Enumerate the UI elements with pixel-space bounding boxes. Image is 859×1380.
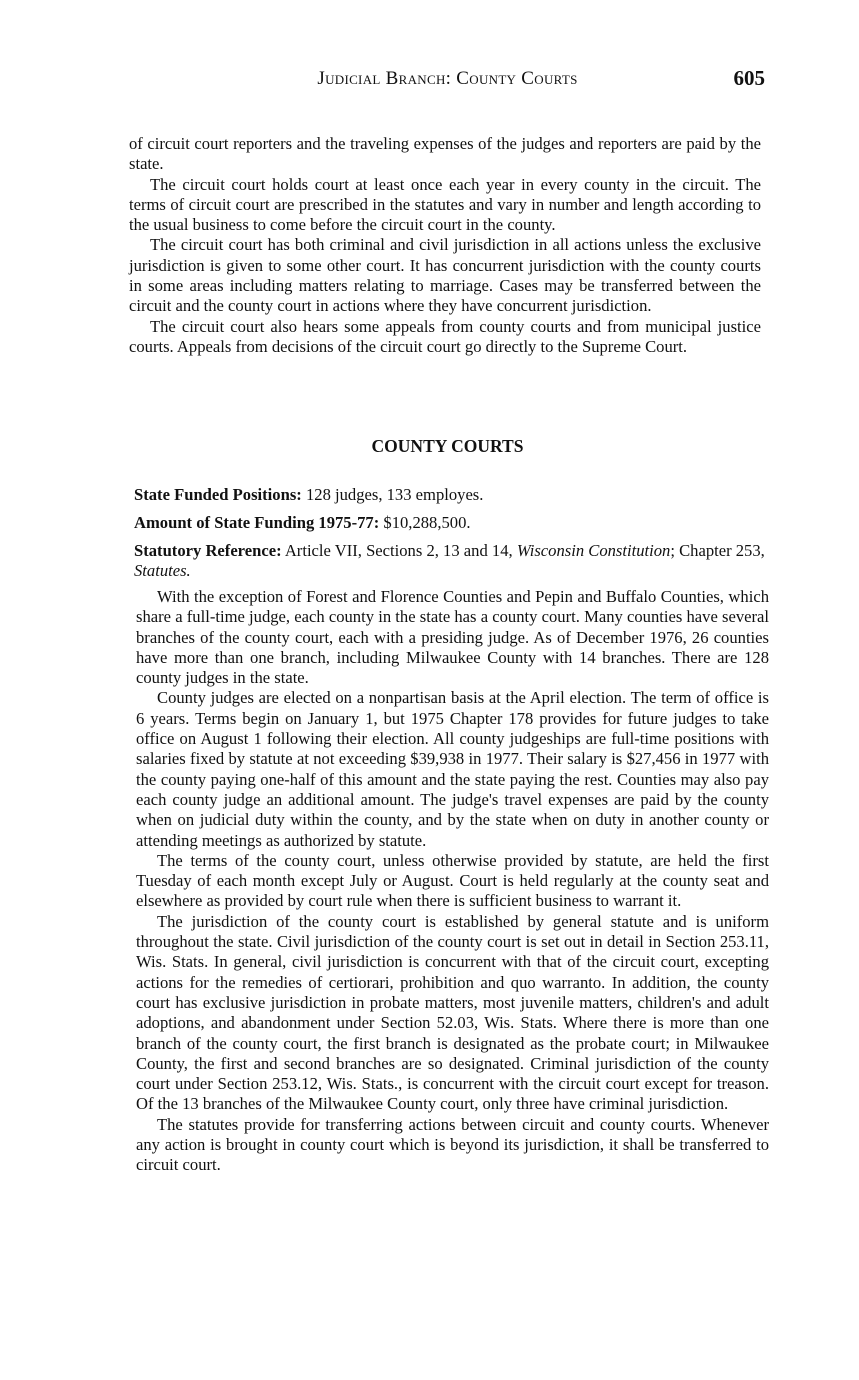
statutory-reference-constitution: Wisconsin Constitution — [516, 541, 671, 560]
paragraph: of circuit court reporters and the traveling expenses of the judges and reporters are paid by the state. — [129, 134, 761, 174]
funded-positions-value: 128 judges, 133 employes. — [305, 485, 484, 504]
paragraph: The jurisdiction of the county court is established by general statute and is uniform throughout the state. Civil jurisdiction of the county court is set out in detail in Section 253.11, Wis. Stats. In general, civil jurisdiction is concurrent with that of the circuit court, excepting actions for the remedies of certiorari, prohibition and quo warranto. In addition, the county court has exclusive jurisdiction in probate matters, most juvenile matters, children's and adult adoptions, and abandonment under Section 52.03, Wis. Stats. Where there is more than one branch of the county court, the first branch is designated as the probate court; in Milwaukee County, the first and second branches are so designated. Criminal jurisdiction of the county court under Section 253.12, Wis. Stats., is concurrent with the circuit court except for treason. Of the 13 branches of the Milwaukee County court, only three have criminal jurisdiction. — [136, 911, 769, 1114]
statutory-reference-statutes: Statutes. — [134, 561, 191, 581]
paragraph: The terms of the county court, unless otherwise provided by statute, are held the first Tuesday of each month except July or August. Court is held regularly at the county seat and elsewhere as provided by court rule when there is sufficient business to warrant it. — [136, 850, 769, 911]
state-funding — [134, 513, 764, 533]
section-title: COUNTY COURTS — [371, 436, 524, 456]
paragraph: County judges are elected on a nonpartisan basis at the April election. The term of office is 6 years. Terms begin on January 1, but 1975 Chapter 178 provides for future judges to take office on August 1 following their election. All county judgeships are full-time positions with salaries fixed by statute at not exceeding $39,938 in 1977. Their salary is $27,456 in 1977 with the county paying one-half of this amount and the state paying the rest. Counties may also pay each county judge an additional amount. The judge's travel expenses are paid by the county when on judicial duty within the county, and by the state when on duty in another county or attending meetings as authorized by statute. — [136, 688, 769, 850]
funded-positions-label: State Funded Positions: — [134, 485, 302, 504]
paragraph: With the exception of Forest and Florence Counties and Pepin and Buffalo Counties, which share a full-time judge, each county in the state has a county court. Many counties have several branches of the county court, each with a presiding judge. As of December 1976, 26 counties have more than one branch, including Milwaukee County with 14 branches. There are 128 county judges in the state. — [136, 587, 769, 688]
state-funding-label: Amount of State Funding 1975-77: — [134, 513, 380, 532]
page-number: 605 — [733, 66, 765, 90]
statutory-reference — [134, 541, 769, 582]
running-title: Judicial Branch: County Courts — [317, 68, 578, 89]
running-head — [130, 66, 765, 96]
paragraph: The circuit court also hears some appeals from county courts and from municipal justice courts. Appeals from decisions of the circuit court go directly to the Supreme Court. — [129, 316, 761, 356]
state-funding-value: $10,288,500. — [383, 513, 471, 532]
paragraph: The circuit court holds court at least once each year in every county in the circuit. The terms of circuit court are prescribed in the statutes and vary in number and length according to the usual business to come before the circuit court in the county. — [129, 174, 761, 235]
funded-positions — [134, 485, 764, 505]
paragraph: The statutes provide for transferring actions between circuit and county courts. Whenever any action is brought in county court which is beyond its jurisdiction, it shall be transferred to circuit court. — [136, 1114, 769, 1175]
circuit-court-text — [129, 134, 761, 357]
statutory-reference-chapter: ; Chapter 253, — [670, 541, 765, 560]
statutory-reference-label: Statutory Reference: — [134, 541, 282, 560]
statutory-reference-text: Article VII, Sections 2, 13 and 14, — [284, 541, 513, 560]
county-court-text — [136, 587, 769, 1176]
paragraph: The circuit court has both criminal and civil jurisdiction in all actions unless the exclusive jurisdiction is given to some other court. It has concurrent jurisdiction with the county courts in some areas including matters relating to marriage. Cases may be transferred between the circuit and the county court in actions where they have concurrent jurisdiction. — [129, 235, 761, 316]
